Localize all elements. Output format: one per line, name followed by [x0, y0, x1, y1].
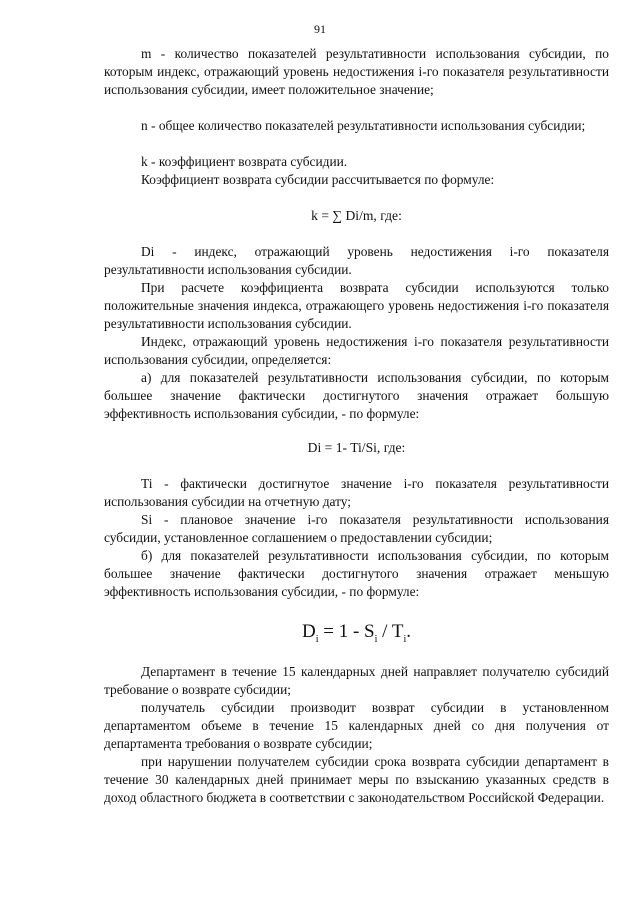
paragraph-recipient-refund: получатель субсидии производит возврат субсидии в установленном департаментом объеме в течение 15 календарных дней со дня получения от департамента требования о возврате субсидии;	[104, 700, 609, 751]
formula-di-b-sub-i2: i	[374, 633, 378, 645]
paragraph-k-definition: k - коэффициент возврата субсидии.	[141, 154, 348, 169]
paragraph-index-determined: Индекс, отражающий уровень недостижения i-го показателя результативности использования субсидии, определяется:	[104, 334, 609, 367]
formula-di-b-sub-i3: i	[403, 633, 407, 645]
formula-di-b-slash: / T	[377, 621, 404, 642]
formula-di-b-dot: .	[406, 621, 411, 642]
paragraph-m-definition: m - количество показателей результативности использования субсидии, по которым индекс, отражающий уровень недостижения i-го показателя результативности использования субсидии, имеет положительное значение;	[104, 46, 609, 97]
paragraph-violation-measures: при нарушении получателем субсидии срока возврата субсидии департамент в течение 30 календарных дней принимает меры по взысканию указанных средств в доход областного бюджета в соответствии с законодательством Российской Федерации.	[104, 754, 609, 805]
paragraph-si-definition: Si - плановое значение i-го показателя результативности использования субсидии, установленное соглашением о предоставлении субсидии;	[104, 512, 609, 545]
paragraph-di-definition: Di - индекс, отражающий уровень недостижения i-го показателя результативности использования субсидии.	[104, 244, 609, 277]
paragraph-k-formula-intro: Коэффициент возврата субсидии рассчитывается по формуле:	[141, 172, 495, 187]
paragraph-department-requirement: Департамент в течение 15 календарных дней направляет получателю субсидий требование о возврате субсидии;	[104, 664, 609, 697]
formula-di-b	[104, 620, 609, 652]
paragraph-ti-definition: Ti - фактически достигнутое значение i-го показателя результативности использования субсидии на отчетную дату;	[104, 476, 609, 509]
formula-di-b-d: D	[302, 621, 316, 642]
paragraph-case-b: б) для показателей результативности использования субсидии, по которым большее значение фактически достигнутого значения отражает меньшую эффективность использования субсидии, - по формуле:	[104, 548, 609, 599]
formula-di-b-mid: = 1 - S	[318, 621, 375, 642]
paragraph-n-definition: n - общее количество показателей результативности использования субсидии;	[141, 118, 586, 133]
paragraph-case-a: а) для показателей результативности использования субсидии, по которым большее значение фактически достигнутого значения отражает большую эффективность использования субсидии, - по формуле:	[104, 370, 609, 421]
formula-k: k = ∑ Di/m, где:	[311, 208, 402, 223]
formula-di-a: Di = 1- Ti/Si, где:	[307, 440, 406, 455]
paragraph-positive-values: При расчете коэффициента возврата субсидии используются только положительные значения индекса, отражающего уровень недостижения i-го показателя результативности использования субсидии.	[104, 280, 609, 331]
page-number: 91	[314, 22, 326, 36]
formula-di-b-sub-i1: i	[315, 633, 319, 645]
